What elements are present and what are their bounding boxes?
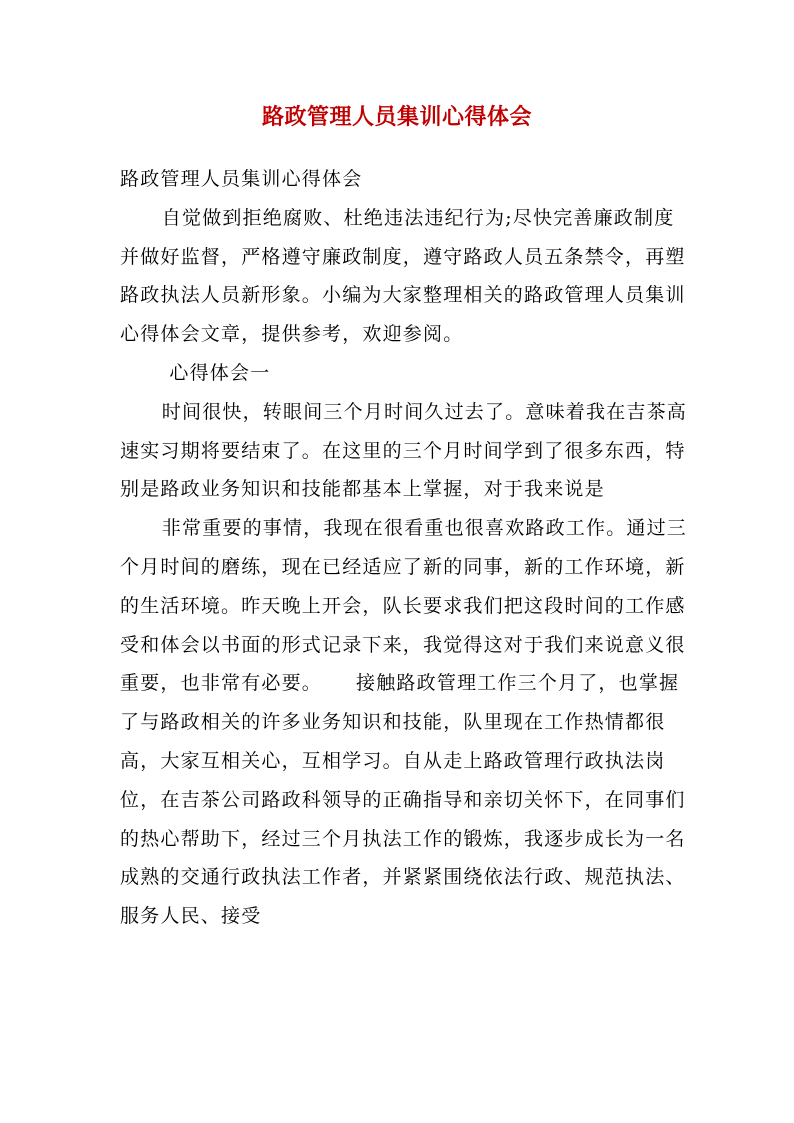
document-subtitle: 路政管理人员集训心得体会 <box>120 168 363 190</box>
paragraph-1: 时间很快，转眼间三个月时间久过去了。意味着我在吉茶高速实习期将要结束了。在这里的三个月时间学到了很多东西，特别是路政业务知识和技能都基本上掌握，对于我来说是 <box>120 400 687 501</box>
section-heading: 心得体会一 <box>169 361 271 384</box>
paragraph-2 <box>120 509 690 936</box>
document-title: 路政管理人员集训心得体会 <box>261 104 532 130</box>
paragraph-2-part-b: 接触路政管理工作三个月了，也掌握了与路政相关的许多业务知识和技能，队里现在工作热情都很高，大家互相关心，互相学习。自从走上路政管理行政执法岗位，在吉茶公司路政科领导的正确指导和亲切关怀下，在同事们的热心帮助下，经过三个月执法工作的锻炼，我逐步成长为一名成熟的交通行政执法工作者，并紧紧围绕依法行政、规范执法、服务人民、接受 <box>120 672 686 928</box>
document-body <box>120 160 690 936</box>
paragraph-2-part-a: 非常重要的事情，我现在很看重也很喜欢路政工作。通过三个月时间的磨练，现在已经适应了新的同事，新的工作环境，新的生活环境。昨天晚上开会，队长要求我们把这段时间的工作感受和体会以书面的形式记录下来，我觉得这对于我们来说意义很重要，也非常有必要。 <box>120 517 687 695</box>
intro-paragraph: 自觉做到拒绝腐败、杜绝违法违纪行为;尽快完善廉政制度并做好监督，严格遵守廉政制度，遵守路政人员五条禁令，再塑路政执法人员新形象。小编为大家整理相关的路政管理人员集训心得体会文章，提供参考，欢迎参阅。 <box>120 206 686 346</box>
